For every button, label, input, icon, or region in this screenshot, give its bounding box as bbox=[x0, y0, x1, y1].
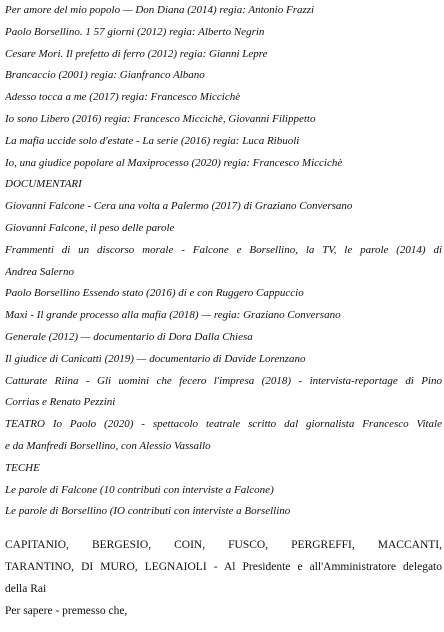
text-line: Cesare Mori. Il prefetto di ferro (2012) regia: Gianni Lepre bbox=[5, 47, 268, 60]
addressee-line-end: della Rai bbox=[5, 582, 47, 595]
document-page bbox=[5, 0, 442, 622]
text-line: Corrias e Renato Pezzini bbox=[5, 396, 116, 409]
section-heading-documentari: DOCUMENTARI bbox=[5, 178, 82, 191]
text-line: Giovanni Falcone, il peso delle parole bbox=[5, 221, 175, 234]
text-line: Io, una giudice popolare al Maxiprocesso (2020) regia: Francesco Miccichè bbox=[5, 156, 343, 169]
text-line: Generale (2012) — documentario di Dora Dalla Chiesa bbox=[5, 330, 253, 343]
section-heading-teche: TECHE bbox=[5, 461, 40, 474]
text-line: Io sono Libero (2016) regia: Francesco Miccichè, Giovanni Filippetto bbox=[5, 112, 316, 125]
text-line: La mafia uccide solo d'estate - La serie (2016) regia: Luca Ribuoli bbox=[5, 134, 300, 147]
paragraph-gap bbox=[5, 523, 442, 535]
text-line: Andrea Salerno bbox=[5, 265, 74, 278]
text-line: Giovanni Falcone - Cera una volta a Palermo (2017) di Graziano Conversano bbox=[5, 200, 353, 213]
text-line: TEATRO Io Paolo (2020) - spettacolo teatrale scritto dal giornalista Francesco Vitale bbox=[5, 418, 442, 431]
text-line: Le parole di Borsellino (IO contributi con interviste a Borsellino bbox=[5, 505, 291, 518]
text-line: Frammenti di un discorso morale - Falcone e Borsellino, la TV, le parole (2014) di bbox=[5, 243, 442, 256]
text-line: Brancaccio (2001) regia: Gianfranco Albano bbox=[5, 69, 205, 82]
text-line: e da Manfredi Borsellino, con Alessio Vassallo bbox=[5, 439, 211, 452]
text-line: Il giudice di Canicattì (2019) — documentario di Davide Lorenzano bbox=[5, 352, 306, 365]
text-line: Maxi - Il grande processo alla mafia (2018) — regia: Graziano Conversano bbox=[5, 309, 341, 322]
text-line: Paolo Borsellino. 1 57 giorni (2012) regia: Alberto Negrin bbox=[5, 25, 265, 38]
text-line: Per amore del mio popolo — Don Diana (2014) regia: Antonio Frazzi bbox=[5, 4, 315, 16]
text-line: Paolo Borsellino Essendo stato (2016) di e con Ruggero Cappuccio bbox=[5, 287, 304, 300]
text-line: Le parole di Falcone (10 contributi con interviste a Falcone) bbox=[5, 483, 274, 496]
text-line: Catturate Riina - Gli uomini che fecero l'impresa (2018) - intervista-reportage di Pino bbox=[5, 374, 442, 387]
premise-line: Per sapere - premesso che, bbox=[5, 604, 128, 617]
text-line: Adesso tocca a me (2017) regia: Francesco Miccichè bbox=[5, 91, 241, 104]
addressee-line: TARANTINO, DI MURO, LEGNAIOLI - Al Presidente e all'Amministratore delegato bbox=[5, 560, 442, 573]
signatories-line: CAPITANIO, BERGESIO, COIN, FUSCO, PERGREFFI, MACCANTI, bbox=[5, 539, 442, 552]
